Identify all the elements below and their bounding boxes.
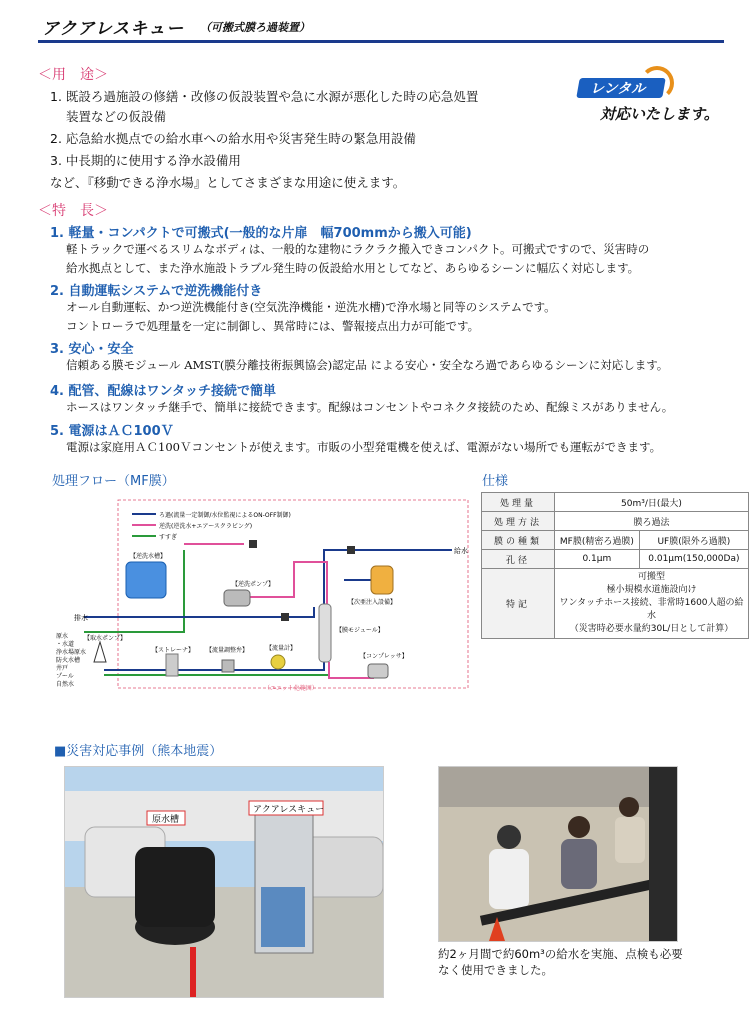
feature-title: 3. 安心・安全 [50,342,134,357]
spec-value: 可搬型 極小規模水道施設向け ワンタッチホース接続、非常時1600人超の給水 （災害時必要水量約30L/日として計算） [555,569,749,639]
strainer [166,654,178,676]
feature-text: ホースはワンタッチ継手で、簡単に接続できます。配線はコンセントやコネクタ接続のため、配線ミスがありません。 [66,400,674,414]
valve [347,546,355,554]
spec-key: 膜の種類 [482,531,555,550]
header-rule [38,40,724,43]
spec-key: 孔径 [482,550,555,569]
backwash-tank [126,562,166,598]
usage-note: など、『移動できる浄水場』としてさまざまな用途に使えます。 [50,175,406,190]
label-compressor: 【コンプレッサ】 [360,653,408,660]
valve [281,613,289,621]
usage-item: 1. 既設ろ過施設の修繕・改修の仮設装置や急に水源が悪化した時の応急処置 [50,89,479,104]
spec-row [482,550,749,569]
photo-label-unit: アクアレスキュー [253,805,325,815]
label-intake-pump: 【取水ポンプ】 [84,635,127,642]
spec-key: 処理量 [482,493,555,512]
usage-item: 3. 中長期的に使用する浄水設備用 [50,153,241,168]
feature-text: オール自動運転、かつ逆洗機能付き(空気洗浄機能・逆洗水槽)で浄水場と同等のシステムです。 [66,300,556,314]
rental-text: 対応いたします。 [600,105,719,123]
feature-text: 給水拠点として、また浄水施設トラブル発生時の仮設給水用としてなど、あらゆるシーンに幅広く対応します。 [66,261,640,275]
label-membrane: 【膜モジュール】 [336,627,384,634]
source-item: 浄水場原水 [56,649,87,656]
feature-text: 信頼ある膜モジュール AMST(膜分離技術振興協会)認定品 による安心・安全なろ過であらゆるシーンに対応します。 [66,358,669,372]
backwash-pump [224,590,250,606]
label-flowmeter: 【流量計】 [266,645,297,652]
case-title: ■災害対応事例（熊本地震） [54,744,223,759]
label-backwash-pump: 【逆洗ポンプ】 [232,581,275,588]
feature-title: 5. 電源はＡＣ100Ｖ [50,424,174,439]
flowmeter [271,655,285,669]
label-strainer: 【ストレーナ】 [152,647,195,654]
feature-text: 軽トラックで運べるスリムなボディは、一般的な建物にラクラク搬入できコンパクト。可搬式ですので、災害時の [66,242,650,256]
case-photo-unit [64,766,384,998]
page-subtitle: （可搬式膜ろ過装置） [200,21,310,34]
spec-value: 50m³/日(最大) [555,493,749,512]
photo-label-raw-tank: 原水槽 [152,815,180,825]
pipe-air [329,662,374,678]
case-photo-supply [438,766,678,942]
feature-text: 電源は家庭用ＡＣ100Ｖコンセントが使えます。市販の小型発電機を使えば、電源がない場所でも運転ができます。 [66,440,662,454]
label-supply: 給水 [454,547,468,555]
pipe-drain [84,607,314,617]
source-item: ・水道 [56,641,75,648]
spec-row [482,512,749,531]
source-item: 原水 [56,633,69,640]
spec-row [482,569,749,639]
spec-title: 仕様 [482,474,509,489]
spec-table [481,492,749,639]
compressor [368,664,388,678]
valve [249,540,257,548]
chlorinator [371,566,393,594]
spec-value: 0.1μm [555,550,640,569]
source-item: 自然水 [56,681,75,688]
legend-rinse: すすぎ [159,534,178,541]
usage-item: 2. 応急給水拠点での給水車への給水用や災害発生時の緊急用設備 [50,131,416,146]
feature-text: コントローラで処理量を一定に制御し、異常時には、警報接点出力が可能です。 [66,319,480,333]
label-flow-valve: 【流量調整弁】 [206,647,249,654]
source-item: プール [56,673,74,680]
rental-badge: レンタル [590,81,646,97]
spec-value: UF膜(限外ろ過膜) [639,531,748,550]
spec-value: 膜ろ過法 [555,512,749,531]
spec-key: 特記 [482,569,555,639]
feature-title: 1. 軽量・コンパクトで可搬式(一般的な片扉 幅700mmから搬入可能) [50,226,472,241]
source-item: 井戸 [56,665,69,672]
spec-value: 0.01μm(150,000Da) [639,550,748,569]
label-unit-range: （ユニット化範囲） [264,685,318,692]
spec-row [482,493,749,512]
spec-key: 処理方法 [482,512,555,531]
membrane-module [319,604,331,662]
features-heading: ＜特 長＞ [38,203,108,219]
source-item: 防火水槽 [56,657,81,664]
spec-value: MF膜(精密ろ過膜) [555,531,640,550]
label-chlorinator: 【次亜注入設備】 [348,599,397,606]
usage-item: 装置などの仮設備 [66,109,167,124]
legend-backwash: 逆洗(逆洗水+エアースクラビング) [159,523,253,530]
spec-row [482,531,749,550]
process-flow-diagram [44,492,474,697]
pipe-filter-inlet [104,662,324,670]
intake-pump [94,642,106,662]
feature-title: 4. 配管、配線はワンタッチ接続で簡単 [50,384,276,399]
case-caption: 約2ヶ月間で約60m³の給水を実施、点検も必要 なく使用できました。 [438,947,683,977]
feature-title: 2. 自動運転システムで逆洗機能付き [50,284,263,299]
label-backwash-tank: 【逆洗水槽】 [130,553,167,560]
usage-heading: ＜用 途＞ [38,67,108,83]
flow-title: 処理フロー（MF膜） [52,474,175,489]
label-drain: 排水 [74,614,88,622]
page-title: アクアレスキュー [42,19,185,39]
flow-valve [222,660,234,672]
rental-arc-icon [640,66,674,100]
legend-filter: ろ過(流量一定制御/水位監視によるON-OFF制御) [159,512,291,519]
